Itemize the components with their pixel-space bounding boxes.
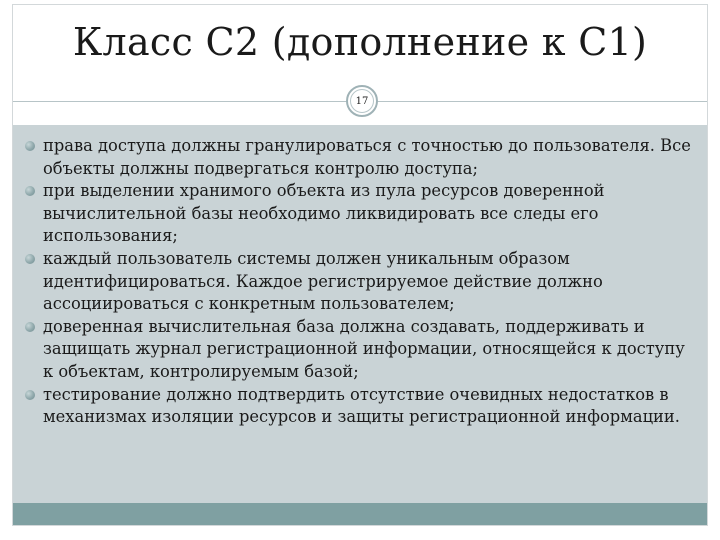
round-bullet-icon	[25, 186, 35, 196]
content-area	[13, 125, 707, 503]
page-number-badge	[346, 85, 378, 117]
round-bullet-icon	[25, 254, 35, 264]
bullet-text: каждый пользователь системы должен уникальным образом идентифицироваться. Каждое регистрируемое действие должно ассоциироваться с конкретным пользователем;	[43, 248, 603, 314]
bullet-text: тестирование должно подтвердить отсутствие очевидных недостатков в механизмах изоляции ресурсов и защиты регистрационной информации.	[43, 384, 680, 427]
bullet-text: права доступа должны гранулироваться с точностью до пользователя. Все объекты должны подвергаться контролю доступа;	[43, 136, 691, 178]
bullet-list	[23, 135, 697, 429]
slide-title: Класс С2 (дополнение к С1)	[72, 20, 648, 64]
list-item	[23, 384, 697, 429]
list-item	[23, 248, 697, 316]
slide	[12, 4, 708, 526]
round-bullet-icon	[25, 322, 35, 332]
page-number: 17	[350, 89, 374, 113]
list-item	[23, 316, 697, 384]
title-area	[13, 5, 707, 93]
bullet-text: при выделении хранимого объекта из пула ресурсов доверенной вычислительной базы необходимо ликвидировать все следы его использования;	[43, 181, 605, 246]
round-bullet-icon	[25, 390, 35, 400]
bullet-text: доверенная вычислительная база должна создавать, поддерживать и защищать журнал регистрационной информации, относящейся к доступу к объектам, контролируемым базой;	[43, 316, 685, 381]
list-item	[23, 180, 697, 248]
round-bullet-icon	[25, 141, 35, 151]
list-item	[23, 135, 697, 180]
footer-bar	[13, 503, 707, 525]
